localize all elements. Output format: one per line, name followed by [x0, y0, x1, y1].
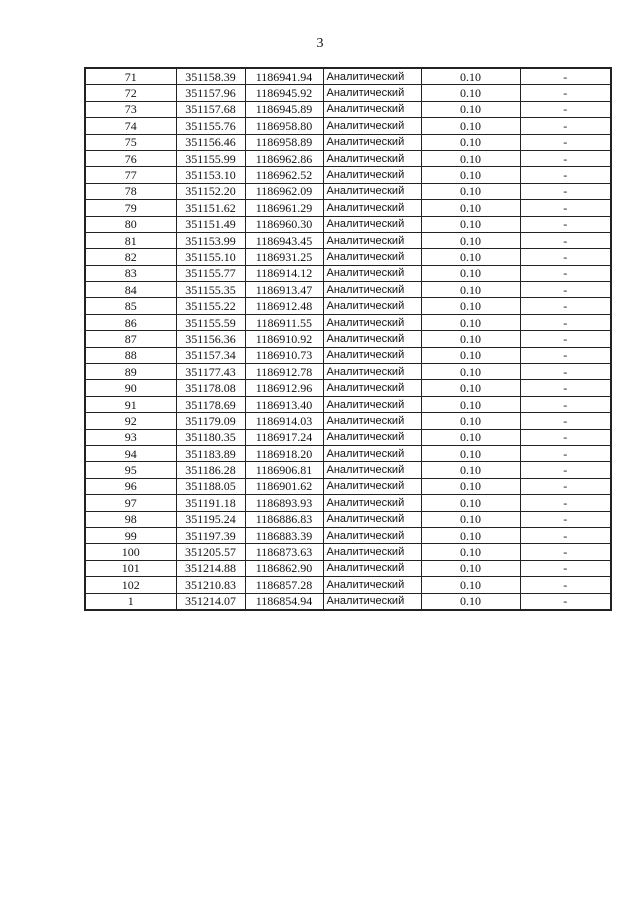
table-row [85, 68, 611, 85]
x-coordinate-cell: 351183.89 [176, 445, 245, 461]
description-cell: - [520, 462, 611, 478]
x-coordinate-cell: 351153.99 [176, 232, 245, 248]
description-cell: - [520, 544, 611, 560]
description-cell: - [520, 396, 611, 412]
point-number-cell: 99 [85, 527, 176, 543]
x-coordinate-cell: 351152.20 [176, 183, 245, 199]
method-cell: Аналитический [323, 85, 421, 101]
description-cell: - [520, 445, 611, 461]
y-coordinate-cell: 1186913.40 [245, 396, 323, 412]
x-coordinate-cell: 351156.36 [176, 331, 245, 347]
description-cell: - [520, 347, 611, 363]
description-cell: - [520, 478, 611, 494]
description-cell: - [520, 527, 611, 543]
point-number-cell: 97 [85, 495, 176, 511]
point-number-cell: 92 [85, 413, 176, 429]
accuracy-cell: 0.10 [421, 380, 520, 396]
accuracy-cell: 0.10 [421, 593, 520, 610]
x-coordinate-cell: 351155.10 [176, 249, 245, 265]
description-cell: - [520, 282, 611, 298]
accuracy-cell: 0.10 [421, 495, 520, 511]
y-coordinate-cell: 1186854.94 [245, 593, 323, 610]
y-coordinate-cell: 1186883.39 [245, 527, 323, 543]
accuracy-cell: 0.10 [421, 347, 520, 363]
description-cell: - [520, 298, 611, 314]
y-coordinate-cell: 1186913.47 [245, 282, 323, 298]
accuracy-cell: 0.10 [421, 200, 520, 216]
y-coordinate-cell: 1186917.24 [245, 429, 323, 445]
point-number-cell: 72 [85, 85, 176, 101]
point-number-cell: 96 [85, 478, 176, 494]
point-number-cell: 86 [85, 314, 176, 330]
point-number-cell: 85 [85, 298, 176, 314]
y-coordinate-cell: 1186906.81 [245, 462, 323, 478]
y-coordinate-cell: 1186873.63 [245, 544, 323, 560]
description-cell: - [520, 495, 611, 511]
description-cell: - [520, 150, 611, 166]
table-row [85, 85, 611, 101]
description-cell: - [520, 232, 611, 248]
method-cell: Аналитический [323, 445, 421, 461]
method-cell: Аналитический [323, 413, 421, 429]
method-cell: Аналитический [323, 347, 421, 363]
method-cell: Аналитический [323, 478, 421, 494]
point-number-cell: 89 [85, 364, 176, 380]
method-cell: Аналитический [323, 282, 421, 298]
y-coordinate-cell: 1186960.30 [245, 216, 323, 232]
x-coordinate-cell: 351153.10 [176, 167, 245, 183]
point-number-cell: 100 [85, 544, 176, 560]
accuracy-cell: 0.10 [421, 68, 520, 85]
method-cell: Аналитический [323, 560, 421, 576]
x-coordinate-cell: 351205.57 [176, 544, 245, 560]
x-coordinate-cell: 351155.99 [176, 150, 245, 166]
method-cell: Аналитический [323, 216, 421, 232]
table-row [85, 577, 611, 593]
point-number-cell: 94 [85, 445, 176, 461]
y-coordinate-cell: 1186857.28 [245, 577, 323, 593]
page-number: 3 [316, 36, 324, 51]
x-coordinate-cell: 351155.35 [176, 282, 245, 298]
x-coordinate-cell: 351195.24 [176, 511, 245, 527]
table-row [85, 249, 611, 265]
description-cell: - [520, 413, 611, 429]
method-cell: Аналитический [323, 134, 421, 150]
description-cell: - [520, 314, 611, 330]
method-cell: Аналитический [323, 396, 421, 412]
table-row [85, 232, 611, 248]
x-coordinate-cell: 351155.76 [176, 118, 245, 134]
description-cell: - [520, 134, 611, 150]
table-row [85, 380, 611, 396]
accuracy-cell: 0.10 [421, 413, 520, 429]
y-coordinate-cell: 1186910.92 [245, 331, 323, 347]
table-row [85, 511, 611, 527]
accuracy-cell: 0.10 [421, 150, 520, 166]
accuracy-cell: 0.10 [421, 314, 520, 330]
y-coordinate-cell: 1186912.48 [245, 298, 323, 314]
x-coordinate-cell: 351186.28 [176, 462, 245, 478]
coordinates-table [84, 67, 612, 611]
point-number-cell: 90 [85, 380, 176, 396]
y-coordinate-cell: 1186945.92 [245, 85, 323, 101]
y-coordinate-cell: 1186962.09 [245, 183, 323, 199]
method-cell: Аналитический [323, 232, 421, 248]
point-number-cell: 82 [85, 249, 176, 265]
accuracy-cell: 0.10 [421, 216, 520, 232]
point-number-cell: 75 [85, 134, 176, 150]
method-cell: Аналитический [323, 429, 421, 445]
x-coordinate-cell: 351179.09 [176, 413, 245, 429]
point-number-cell: 81 [85, 232, 176, 248]
method-cell: Аналитический [323, 495, 421, 511]
x-coordinate-cell: 351155.22 [176, 298, 245, 314]
table-row [85, 134, 611, 150]
y-coordinate-cell: 1186914.03 [245, 413, 323, 429]
method-cell: Аналитический [323, 527, 421, 543]
description-cell: - [520, 183, 611, 199]
point-number-cell: 98 [85, 511, 176, 527]
method-cell: Аналитический [323, 265, 421, 281]
description-cell: - [520, 364, 611, 380]
table-row [85, 396, 611, 412]
description-cell: - [520, 118, 611, 134]
y-coordinate-cell: 1186958.89 [245, 134, 323, 150]
table-row [85, 445, 611, 461]
table-row [85, 167, 611, 183]
x-coordinate-cell: 351151.49 [176, 216, 245, 232]
method-cell: Аналитический [323, 462, 421, 478]
accuracy-cell: 0.10 [421, 101, 520, 117]
x-coordinate-cell: 351214.07 [176, 593, 245, 610]
method-cell: Аналитический [323, 150, 421, 166]
method-cell: Аналитический [323, 314, 421, 330]
accuracy-cell: 0.10 [421, 511, 520, 527]
x-coordinate-cell: 351177.43 [176, 364, 245, 380]
accuracy-cell: 0.10 [421, 134, 520, 150]
point-number-cell: 87 [85, 331, 176, 347]
y-coordinate-cell: 1186961.29 [245, 200, 323, 216]
method-cell: Аналитический [323, 364, 421, 380]
method-cell: Аналитический [323, 183, 421, 199]
method-cell: Аналитический [323, 331, 421, 347]
accuracy-cell: 0.10 [421, 232, 520, 248]
table-row [85, 462, 611, 478]
accuracy-cell: 0.10 [421, 364, 520, 380]
y-coordinate-cell: 1186914.12 [245, 265, 323, 281]
method-cell: Аналитический [323, 298, 421, 314]
method-cell: Аналитический [323, 249, 421, 265]
table-row [85, 593, 611, 610]
x-coordinate-cell: 351178.08 [176, 380, 245, 396]
point-number-cell: 1 [85, 593, 176, 610]
point-number-cell: 76 [85, 150, 176, 166]
x-coordinate-cell: 351210.83 [176, 577, 245, 593]
accuracy-cell: 0.10 [421, 429, 520, 445]
accuracy-cell: 0.10 [421, 560, 520, 576]
description-cell: - [520, 68, 611, 85]
point-number-cell: 80 [85, 216, 176, 232]
table-row [85, 150, 611, 166]
point-number-cell: 84 [85, 282, 176, 298]
table-row [85, 314, 611, 330]
y-coordinate-cell: 1186886.83 [245, 511, 323, 527]
description-cell: - [520, 265, 611, 281]
table-row [85, 101, 611, 117]
description-cell: - [520, 511, 611, 527]
point-number-cell: 74 [85, 118, 176, 134]
table-row [85, 527, 611, 543]
point-number-cell: 95 [85, 462, 176, 478]
method-cell: Аналитический [323, 200, 421, 216]
table-row [85, 200, 611, 216]
accuracy-cell: 0.10 [421, 331, 520, 347]
table-row [85, 560, 611, 576]
point-number-cell: 71 [85, 68, 176, 85]
description-cell: - [520, 200, 611, 216]
y-coordinate-cell: 1186912.78 [245, 364, 323, 380]
table-row [85, 544, 611, 560]
point-number-cell: 101 [85, 560, 176, 576]
coordinates-table-body [85, 68, 611, 610]
y-coordinate-cell: 1186862.90 [245, 560, 323, 576]
accuracy-cell: 0.10 [421, 183, 520, 199]
y-coordinate-cell: 1186893.93 [245, 495, 323, 511]
method-cell: Аналитический [323, 68, 421, 85]
accuracy-cell: 0.10 [421, 577, 520, 593]
y-coordinate-cell: 1186918.20 [245, 445, 323, 461]
point-number-cell: 77 [85, 167, 176, 183]
description-cell: - [520, 331, 611, 347]
x-coordinate-cell: 351155.77 [176, 265, 245, 281]
x-coordinate-cell: 351151.62 [176, 200, 245, 216]
description-cell: - [520, 167, 611, 183]
y-coordinate-cell: 1186931.25 [245, 249, 323, 265]
y-coordinate-cell: 1186912.96 [245, 380, 323, 396]
table-row [85, 429, 611, 445]
method-cell: Аналитический [323, 544, 421, 560]
point-number-cell: 102 [85, 577, 176, 593]
x-coordinate-cell: 351157.34 [176, 347, 245, 363]
description-cell: - [520, 216, 611, 232]
y-coordinate-cell: 1186962.86 [245, 150, 323, 166]
table-row [85, 298, 611, 314]
method-cell: Аналитический [323, 380, 421, 396]
table-row [85, 347, 611, 363]
description-cell: - [520, 429, 611, 445]
accuracy-cell: 0.10 [421, 118, 520, 134]
y-coordinate-cell: 1186945.89 [245, 101, 323, 117]
point-number-cell: 83 [85, 265, 176, 281]
table-row [85, 282, 611, 298]
x-coordinate-cell: 351191.18 [176, 495, 245, 511]
x-coordinate-cell: 351188.05 [176, 478, 245, 494]
description-cell: - [520, 560, 611, 576]
table-row [85, 265, 611, 281]
method-cell: Аналитический [323, 101, 421, 117]
method-cell: Аналитический [323, 511, 421, 527]
x-coordinate-cell: 351158.39 [176, 68, 245, 85]
table-row [85, 478, 611, 494]
method-cell: Аналитический [323, 577, 421, 593]
x-coordinate-cell: 351155.59 [176, 314, 245, 330]
x-coordinate-cell: 351180.35 [176, 429, 245, 445]
x-coordinate-cell: 351214.88 [176, 560, 245, 576]
y-coordinate-cell: 1186911.55 [245, 314, 323, 330]
point-number-cell: 78 [85, 183, 176, 199]
description-cell: - [520, 249, 611, 265]
x-coordinate-cell: 351156.46 [176, 134, 245, 150]
table-row [85, 331, 611, 347]
accuracy-cell: 0.10 [421, 527, 520, 543]
description-cell: - [520, 577, 611, 593]
accuracy-cell: 0.10 [421, 249, 520, 265]
point-number-cell: 93 [85, 429, 176, 445]
point-number-cell: 91 [85, 396, 176, 412]
y-coordinate-cell: 1186941.94 [245, 68, 323, 85]
description-cell: - [520, 593, 611, 610]
point-number-cell: 73 [85, 101, 176, 117]
accuracy-cell: 0.10 [421, 167, 520, 183]
point-number-cell: 88 [85, 347, 176, 363]
table-row [85, 364, 611, 380]
x-coordinate-cell: 351157.68 [176, 101, 245, 117]
method-cell: Аналитический [323, 593, 421, 610]
y-coordinate-cell: 1186958.80 [245, 118, 323, 134]
accuracy-cell: 0.10 [421, 85, 520, 101]
accuracy-cell: 0.10 [421, 478, 520, 494]
accuracy-cell: 0.10 [421, 544, 520, 560]
table-row [85, 118, 611, 134]
y-coordinate-cell: 1186901.62 [245, 478, 323, 494]
x-coordinate-cell: 351157.96 [176, 85, 245, 101]
x-coordinate-cell: 351197.39 [176, 527, 245, 543]
description-cell: - [520, 85, 611, 101]
method-cell: Аналитический [323, 167, 421, 183]
accuracy-cell: 0.10 [421, 462, 520, 478]
description-cell: - [520, 101, 611, 117]
accuracy-cell: 0.10 [421, 396, 520, 412]
table-row [85, 216, 611, 232]
y-coordinate-cell: 1186910.73 [245, 347, 323, 363]
accuracy-cell: 0.10 [421, 298, 520, 314]
y-coordinate-cell: 1186962.52 [245, 167, 323, 183]
method-cell: Аналитический [323, 118, 421, 134]
accuracy-cell: 0.10 [421, 282, 520, 298]
y-coordinate-cell: 1186943.45 [245, 232, 323, 248]
accuracy-cell: 0.10 [421, 265, 520, 281]
point-number-cell: 79 [85, 200, 176, 216]
table-row [85, 413, 611, 429]
table-row [85, 495, 611, 511]
x-coordinate-cell: 351178.69 [176, 396, 245, 412]
accuracy-cell: 0.10 [421, 445, 520, 461]
table-row [85, 183, 611, 199]
description-cell: - [520, 380, 611, 396]
